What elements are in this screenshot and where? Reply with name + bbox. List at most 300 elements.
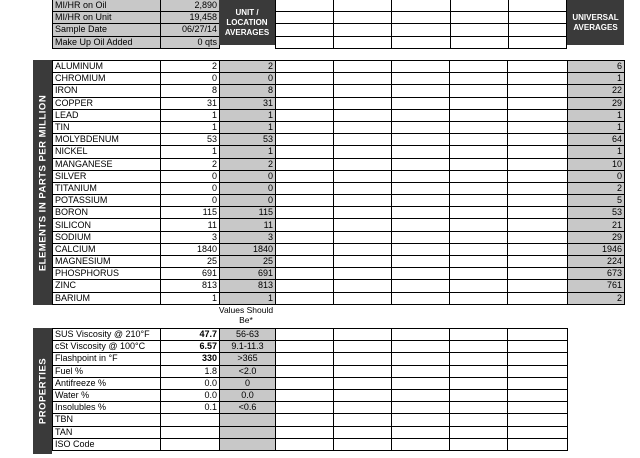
- empty-cell: [508, 170, 568, 182]
- element-name: MOLYBDENUM: [53, 134, 161, 146]
- empty-cell: [450, 146, 508, 158]
- property-row: [53, 438, 568, 450]
- property-name: Flashpoint in °F: [53, 353, 161, 365]
- empty-cell: [508, 243, 568, 255]
- property-row: [53, 353, 568, 365]
- empty-cell: [392, 134, 450, 146]
- empty-cell: [508, 329, 568, 341]
- info-label: Make Up Oil Added: [53, 36, 161, 48]
- property-should-be: <2.0: [220, 365, 276, 377]
- empty-cell: [334, 97, 392, 109]
- empty-cell: [276, 109, 334, 121]
- empty-cell: [392, 0, 450, 12]
- property-should-be: 56-63: [220, 329, 276, 341]
- element-value: 53: [161, 134, 220, 146]
- element-name: CHROMIUM: [53, 73, 161, 85]
- property-name: Insolubles %: [53, 402, 161, 414]
- element-name: SILICON: [53, 219, 161, 231]
- element-unit-average: 0: [220, 195, 276, 207]
- element-value: 8: [161, 85, 220, 97]
- empty-cell: [450, 268, 508, 280]
- empty-cell: [508, 146, 568, 158]
- empty-cell: [450, 414, 508, 426]
- empty-cell: [334, 231, 392, 243]
- empty-cell: [276, 231, 334, 243]
- empty-cell: [276, 61, 334, 73]
- empty-cell: [450, 341, 508, 353]
- property-value: 330: [161, 353, 220, 365]
- element-universal-average: 5: [568, 195, 625, 207]
- empty-cell: [392, 280, 450, 292]
- empty-cell: [450, 121, 508, 133]
- empty-cell: [450, 61, 508, 73]
- property-should-be: >365: [220, 353, 276, 365]
- empty-cell: [334, 121, 392, 133]
- empty-cell: [334, 36, 392, 48]
- empty-cell: [508, 438, 568, 450]
- empty-cell: [450, 292, 508, 304]
- element-unit-average: 2: [220, 158, 276, 170]
- element-unit-average: 1: [220, 146, 276, 158]
- element-unit-average: 0: [220, 170, 276, 182]
- empty-cell: [392, 97, 450, 109]
- element-row: [53, 73, 625, 85]
- empty-cell: [508, 12, 566, 24]
- property-name: Water %: [53, 389, 161, 401]
- empty-cell: [392, 146, 450, 158]
- empty-cell: [508, 134, 568, 146]
- element-unit-average: 691: [220, 268, 276, 280]
- property-row: [53, 414, 568, 426]
- element-universal-average: 224: [568, 256, 625, 268]
- empty-cell: [450, 182, 508, 194]
- empty-cell: [334, 329, 392, 341]
- element-unit-average: 1: [220, 292, 276, 304]
- elements-table: [52, 60, 625, 305]
- property-should-be: 0.0: [220, 389, 276, 401]
- element-universal-average: 0: [568, 170, 625, 182]
- empty-cell: [508, 292, 568, 304]
- empty-cell: [508, 73, 568, 85]
- element-unit-average: 53: [220, 134, 276, 146]
- empty-cell: [450, 389, 508, 401]
- empty-cell: [450, 170, 508, 182]
- element-unit-average: 813: [220, 280, 276, 292]
- empty-cell: [334, 195, 392, 207]
- empty-cell: [276, 341, 334, 353]
- empty-cell: [508, 231, 568, 243]
- empty-cell: [450, 195, 508, 207]
- element-universal-average: 1: [568, 121, 625, 133]
- empty-cell: [508, 85, 568, 97]
- empty-cell: [450, 329, 508, 341]
- info-table: [52, 0, 220, 49]
- empty-cell: [276, 402, 334, 414]
- empty-cell: [450, 256, 508, 268]
- element-row: [53, 134, 625, 146]
- element-unit-average: 2: [220, 61, 276, 73]
- info-row: [53, 24, 220, 36]
- empty-cell: [334, 365, 392, 377]
- elements-side-label: [33, 60, 52, 305]
- empty-cell: [508, 268, 568, 280]
- empty-cell: [334, 182, 392, 194]
- empty-cell: [508, 280, 568, 292]
- empty-cell: [508, 97, 568, 109]
- empty-cell: [392, 365, 450, 377]
- empty-cell: [508, 158, 568, 170]
- empty-cell: [276, 12, 334, 24]
- element-name: BARIUM: [53, 292, 161, 304]
- element-row: [53, 280, 625, 292]
- empty-cell: [450, 377, 508, 389]
- empty-cell: [276, 438, 334, 450]
- property-name: Antifreeze %: [53, 377, 161, 389]
- empty-cell: [334, 24, 392, 36]
- empty-cell: [276, 170, 334, 182]
- element-unit-average: 0: [220, 73, 276, 85]
- info-value: 2,890: [161, 0, 220, 12]
- empty-cell: [508, 353, 568, 365]
- empty-cell: [508, 426, 568, 438]
- empty-cell: [508, 0, 566, 12]
- empty-cell: [334, 389, 392, 401]
- element-name: CALCIUM: [53, 243, 161, 255]
- element-universal-average: 1: [568, 109, 625, 121]
- empty-cell: [450, 207, 508, 219]
- property-row: [53, 402, 568, 414]
- empty-cell: [392, 12, 450, 24]
- empty-cell: [334, 243, 392, 255]
- info-value: 19,458: [161, 12, 220, 24]
- element-row: [53, 61, 625, 73]
- empty-cell: [450, 97, 508, 109]
- element-row: [53, 292, 625, 304]
- property-should-be: <0.6: [220, 402, 276, 414]
- element-universal-average: 21: [568, 219, 625, 231]
- element-universal-average: 2: [568, 292, 625, 304]
- empty-cell: [334, 0, 392, 12]
- empty-cell: [392, 256, 450, 268]
- element-row: [53, 109, 625, 121]
- top-empty-grid: [275, 0, 567, 49]
- element-row: [53, 207, 625, 219]
- element-name: TIN: [53, 121, 161, 133]
- property-name: ISO Code: [53, 438, 161, 450]
- element-name: LEAD: [53, 109, 161, 121]
- empty-cell: [450, 353, 508, 365]
- element-value: 3: [161, 231, 220, 243]
- element-row: [53, 85, 625, 97]
- empty-cell: [392, 61, 450, 73]
- empty-cell: [334, 292, 392, 304]
- empty-cell: [450, 280, 508, 292]
- empty-cell: [334, 134, 392, 146]
- element-unit-average: 115: [220, 207, 276, 219]
- empty-cell: [334, 414, 392, 426]
- empty-cell: [276, 353, 334, 365]
- empty-cell: [334, 438, 392, 450]
- empty-cell: [392, 438, 450, 450]
- empty-cell: [392, 426, 450, 438]
- property-value: 0.0: [161, 389, 220, 401]
- empty-cell: [392, 109, 450, 121]
- empty-cell: [276, 292, 334, 304]
- empty-cell: [508, 414, 568, 426]
- empty-cell: [276, 0, 334, 12]
- empty-cell: [392, 377, 450, 389]
- empty-cell: [450, 36, 508, 48]
- element-value: 813: [161, 280, 220, 292]
- empty-cell: [392, 121, 450, 133]
- empty-cell: [508, 109, 568, 121]
- empty-cell: [392, 73, 450, 85]
- element-value: 11: [161, 219, 220, 231]
- empty-cell: [450, 0, 508, 12]
- element-value: 2: [161, 158, 220, 170]
- empty-cell: [508, 377, 568, 389]
- empty-cell: [276, 36, 334, 48]
- empty-cell: [508, 182, 568, 194]
- info-row: [53, 12, 220, 24]
- element-row: [53, 121, 625, 133]
- element-row: [53, 268, 625, 280]
- empty-cell: [450, 73, 508, 85]
- empty-cell: [276, 121, 334, 133]
- unit-location-averages-header: UNIT / LOCATION AVERAGES: [219, 0, 275, 45]
- element-name: MAGNESIUM: [53, 256, 161, 268]
- element-row: [53, 231, 625, 243]
- empty-cell: [508, 121, 568, 133]
- element-row: [53, 219, 625, 231]
- empty-cell: [334, 12, 392, 24]
- empty-cell: [276, 365, 334, 377]
- element-universal-average: 10: [568, 158, 625, 170]
- empty-cell: [392, 195, 450, 207]
- element-unit-average: 1: [220, 121, 276, 133]
- empty-cell: [334, 73, 392, 85]
- element-value: 1: [161, 292, 220, 304]
- property-name: TBN: [53, 414, 161, 426]
- property-value: 47.7: [161, 329, 220, 341]
- empty-cell: [392, 353, 450, 365]
- empty-cell: [392, 24, 450, 36]
- empty-cell: [392, 231, 450, 243]
- empty-cell: [334, 377, 392, 389]
- empty-cell: [392, 207, 450, 219]
- property-name: SUS Viscosity @ 210°F: [53, 329, 161, 341]
- empty-cell: [334, 426, 392, 438]
- empty-cell: [276, 414, 334, 426]
- element-universal-average: 22: [568, 85, 625, 97]
- empty-row: [276, 0, 567, 12]
- element-name: PHOSPHORUS: [53, 268, 161, 280]
- element-universal-average: 761: [568, 280, 625, 292]
- element-universal-average: 1: [568, 73, 625, 85]
- empty-cell: [334, 402, 392, 414]
- empty-cell: [276, 85, 334, 97]
- property-should-be: 0: [220, 377, 276, 389]
- elements-side-label-text: ELEMENTS IN PARTS PER MILLION: [37, 94, 48, 271]
- element-name: SILVER: [53, 170, 161, 182]
- property-value: 6.57: [161, 341, 220, 353]
- element-name: BORON: [53, 207, 161, 219]
- element-value: 1: [161, 109, 220, 121]
- empty-cell: [276, 389, 334, 401]
- empty-cell: [450, 134, 508, 146]
- empty-cell: [450, 438, 508, 450]
- element-universal-average: 53: [568, 207, 625, 219]
- empty-cell: [392, 182, 450, 194]
- element-unit-average: 31: [220, 97, 276, 109]
- info-value: 06/27/14: [161, 24, 220, 36]
- element-universal-average: 64: [568, 134, 625, 146]
- empty-cell: [276, 97, 334, 109]
- property-value: 0.1: [161, 402, 220, 414]
- property-row: [53, 341, 568, 353]
- element-universal-average: 1: [568, 146, 625, 158]
- empty-cell: [334, 170, 392, 182]
- empty-cell: [276, 73, 334, 85]
- element-unit-average: 11: [220, 219, 276, 231]
- element-name: MANGANESE: [53, 158, 161, 170]
- element-value: 2: [161, 61, 220, 73]
- element-value: 1: [161, 146, 220, 158]
- property-should-be: [220, 426, 276, 438]
- element-value: 1840: [161, 243, 220, 255]
- element-unit-average: 3: [220, 231, 276, 243]
- properties-side-label-text: PROPERTIES: [37, 357, 48, 425]
- empty-cell: [334, 61, 392, 73]
- empty-cell: [508, 402, 568, 414]
- element-universal-average: 6: [568, 61, 625, 73]
- empty-cell: [450, 12, 508, 24]
- empty-cell: [450, 24, 508, 36]
- element-name: COPPER: [53, 97, 161, 109]
- element-value: 0: [161, 170, 220, 182]
- empty-cell: [392, 158, 450, 170]
- element-row: [53, 256, 625, 268]
- empty-cell: [392, 268, 450, 280]
- property-value: [161, 438, 220, 450]
- empty-cell: [450, 219, 508, 231]
- empty-cell: [392, 329, 450, 341]
- empty-cell: [276, 207, 334, 219]
- element-value: 0: [161, 73, 220, 85]
- property-row: [53, 377, 568, 389]
- empty-cell: [450, 243, 508, 255]
- element-name: ALUMINUM: [53, 61, 161, 73]
- empty-row: [276, 12, 567, 24]
- property-row: [53, 389, 568, 401]
- element-value: 31: [161, 97, 220, 109]
- property-value: [161, 414, 220, 426]
- empty-cell: [392, 389, 450, 401]
- info-label: MI/HR on Unit: [53, 12, 161, 24]
- property-should-be: [220, 438, 276, 450]
- element-row: [53, 182, 625, 194]
- empty-cell: [334, 85, 392, 97]
- element-name: SODIUM: [53, 231, 161, 243]
- empty-cell: [508, 256, 568, 268]
- info-value: 0 qts: [161, 36, 220, 48]
- empty-cell: [276, 219, 334, 231]
- properties-table: [52, 328, 568, 451]
- empty-cell: [334, 219, 392, 231]
- element-row: [53, 243, 625, 255]
- element-value: 1: [161, 121, 220, 133]
- property-should-be: [220, 414, 276, 426]
- empty-cell: [276, 268, 334, 280]
- empty-cell: [508, 389, 568, 401]
- empty-cell: [392, 402, 450, 414]
- empty-cell: [508, 365, 568, 377]
- empty-cell: [392, 85, 450, 97]
- empty-cell: [334, 109, 392, 121]
- element-unit-average: 1840: [220, 243, 276, 255]
- element-value: 691: [161, 268, 220, 280]
- empty-cell: [508, 195, 568, 207]
- property-value: 0.0: [161, 377, 220, 389]
- element-row: [53, 170, 625, 182]
- empty-cell: [334, 268, 392, 280]
- universal-averages-header: UNIVERSAL AVERAGES: [567, 0, 624, 45]
- element-unit-average: 25: [220, 256, 276, 268]
- element-unit-average: 8: [220, 85, 276, 97]
- empty-cell: [334, 353, 392, 365]
- element-row: [53, 146, 625, 158]
- empty-cell: [276, 146, 334, 158]
- empty-cell: [392, 170, 450, 182]
- info-label: MI/HR on Oil: [53, 0, 161, 12]
- empty-cell: [392, 341, 450, 353]
- empty-cell: [450, 231, 508, 243]
- element-name: IRON: [53, 85, 161, 97]
- element-name: TITANIUM: [53, 182, 161, 194]
- empty-cell: [508, 24, 566, 36]
- empty-cell: [276, 243, 334, 255]
- element-value: 25: [161, 256, 220, 268]
- empty-cell: [334, 158, 392, 170]
- property-name: Fuel %: [53, 365, 161, 377]
- element-universal-average: 29: [568, 97, 625, 109]
- empty-cell: [276, 134, 334, 146]
- empty-cell: [276, 426, 334, 438]
- property-value: [161, 426, 220, 438]
- empty-cell: [450, 402, 508, 414]
- element-universal-average: 2: [568, 182, 625, 194]
- empty-cell: [334, 341, 392, 353]
- element-row: [53, 158, 625, 170]
- element-value: 115: [161, 207, 220, 219]
- empty-cell: [508, 219, 568, 231]
- element-row: [53, 97, 625, 109]
- empty-cell: [276, 329, 334, 341]
- empty-cell: [450, 109, 508, 121]
- empty-cell: [276, 182, 334, 194]
- element-universal-average: 29: [568, 231, 625, 243]
- empty-cell: [508, 341, 568, 353]
- empty-cell: [450, 365, 508, 377]
- property-name: TAN: [53, 426, 161, 438]
- empty-cell: [276, 377, 334, 389]
- values-should-be-label: Values Should Be*: [218, 305, 274, 325]
- property-name: cSt Viscosity @ 100°C: [53, 341, 161, 353]
- empty-cell: [276, 24, 334, 36]
- info-row: [53, 36, 220, 48]
- info-label: Sample Date: [53, 24, 161, 36]
- element-universal-average: 1946: [568, 243, 625, 255]
